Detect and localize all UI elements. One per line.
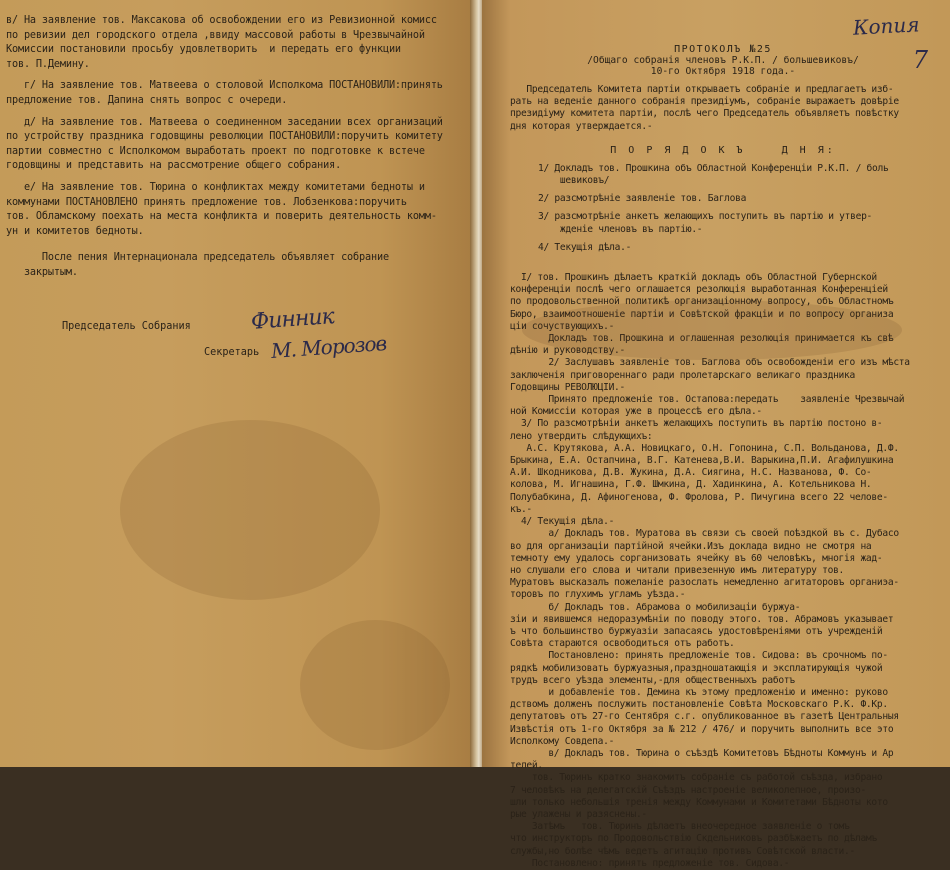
left-paragraph-g: [6, 79, 457, 108]
left-paragraph-d: [6, 116, 457, 174]
text-line: дствомъ долженъ послужить постановленіе Совѣта Московскаго Р.К. Ф.Кр.: [510, 699, 888, 711]
text-line: А.С. Крутякова, А.А. Новицкаго, О.Н. Гопонина, С.П. Вольданова, Д.Ф.: [510, 442, 899, 454]
secretary-signature: М. Морозов: [270, 330, 387, 363]
text-line: в/ На заявление тов. Максакова об освобождении его из Ревизионной комисс: [6, 15, 437, 26]
page-number: 7: [912, 46, 928, 74]
text-line: Исполкому Совдепа.-: [510, 735, 615, 747]
text-line: Совѣта стараются освободиться отъ работъ.: [510, 638, 735, 650]
text-line: годовщины и представить на рассмотрение общего собрания.: [6, 160, 342, 172]
text-line: зіи и явившемся недоразумѣніи по поводу этого. тов. Абрамовъ указывает: [510, 613, 894, 625]
text-line: ной Комиссіи которая уже в процессѣ его дѣла.-: [510, 406, 762, 418]
protocol-subtitle: /Общаго собранія членовъ Р.К.П. / большевиковъ/: [587, 55, 859, 66]
chairman-signature: Финник: [250, 303, 335, 335]
text-line: закрытым.: [6, 266, 78, 278]
text-line: и добавленіе тов. Демина къ этому предложенію и именно: руково: [510, 686, 888, 698]
text-line: Брыкина, Е.А. Остапчина, В.Г. Катенева,В.И. Варыкина,П.И. Агафилушкина: [510, 455, 894, 467]
text-line: службы,но болѣе чѣмъ ведетъ агитацію противъ Совѣтской власти.-: [510, 845, 855, 857]
text-line: Принято предложеніе тов. Остапова:передать заявленіе Чрезвычай: [510, 394, 905, 406]
text-line: тов. Тюринъ кратко знакомитъ собраніе съ работой съѣзда, избрано: [510, 772, 883, 784]
text-line: б/ Докладъ тов. Абрамова о мобилизаціи буржуа-: [510, 601, 801, 613]
text-line: торовъ по глухимъ угламъ уѣзда.-: [510, 589, 686, 601]
text-line: тов. П.Демину.: [6, 58, 90, 70]
text-line: рать на веденіе данного собранія президіумъ, собраніе выражаетъ довѣріе: [510, 96, 899, 108]
text-line: Бюро, взаимоотношеніе партіи и Совѣтской фракціи и по вопросу организа: [510, 308, 894, 320]
text-line: 2/ Заслушавъ заявленіе тов. Баглова объ освобожденіи его изъ мѣста: [510, 357, 910, 369]
text-line: тов. Обламскому поехать на места конфликта и поверить деятельность комм-: [6, 211, 437, 223]
agenda-list: [510, 163, 936, 254]
chairman-signature-row: [6, 303, 457, 341]
text-line: Муратовъ высказалъ пожеланіе разослать немедленно агитаторовъ органиэа-: [510, 577, 899, 589]
text-line: по устройству праздника годовщины революции ПОСТАНОВИЛИ:поручить комитету: [6, 131, 443, 143]
text-line: а/ Докладъ тов. Муратова въ связи съ своей поѣздкой въ с. Дубасо: [510, 528, 899, 540]
text-line: депутатовъ отъ 27-го Сентября с.г. опубликованное въ газетѣ Центральныя: [510, 711, 899, 723]
text-line: заключенія приговореннаго ради пролетарскаго великаго праздника: [510, 369, 855, 381]
text-line: но слушали его слова и читали привезенную имъ литературу тов.: [510, 564, 845, 576]
text-line: е/ На заявление тов. Тюрина о конфликтах между комитетами бедноты и: [6, 181, 425, 193]
text-line: по продовольственной политикѣ организаціонному вопросу, объ Областномъ: [510, 296, 894, 308]
text-line: по ревизии дел городского отдела ,ввиду массовой работы в Чрезвычайной: [6, 29, 425, 41]
text-line: После пения Интернационала председатель объявляет собрание: [6, 252, 389, 264]
text-line: Полубабкина, Д. Афиногенова, Ф. Фролова, Р. Пичугина всего 22 челове-: [510, 491, 888, 503]
text-line: 3/ По разсмотрѣніи анкетъ желающихъ поступить въ партію постоно в-: [510, 418, 883, 430]
text-line: 3/ разсмотрѣніе анкетъ желающихъ поступить въ партію и утвер-: [538, 211, 873, 223]
text-line: во для организаціи партійной ячейки.Изъ доклада видно не смотря на: [510, 540, 872, 552]
text-line: 4/ Текущія дѣла.-: [538, 241, 632, 253]
text-line: шли только небольшія тренія между Коммунами и Комитетами Бѣдноты кото: [510, 796, 888, 808]
closing-paragraph: [6, 251, 457, 280]
text-line: конференціи послѣ чего оглашается резолюція выработанная Конференціей: [510, 284, 888, 296]
text-line: д/ На заявление тов. Матвеева о соединенном заседании всех организаций: [6, 116, 443, 128]
text-line: г/ На заявление тов. Матвеева о столовой Исполкома ПОСТАНОВИЛИ:принять: [6, 80, 443, 92]
text-line: коммунами ПОСТАНОВЛЕНО принять предложение тов. Лобзенкова:поручить: [6, 196, 407, 208]
text-line: телей.: [510, 760, 543, 772]
text-line: ун и комитетов бедноты.: [6, 225, 144, 237]
text-line: колова, М. Игнашина, Г.Ф. Шмкина, Д. Хадинкина, А. Котельникова Н.: [510, 479, 872, 491]
text-line: шевиковъ/: [538, 175, 610, 187]
text-line: 2/ разсмотрѣніе заявленіе тов. Баглова: [538, 193, 747, 205]
text-line: трудъ всего уѣзда элементы,-для общественныхъ работъ: [510, 674, 795, 686]
text-line: президіуму комитета партіи, послѣ чего Председатель объявляетъ повѣстку: [510, 108, 899, 120]
copy-handwritten-note: Копия: [852, 12, 921, 40]
text-line: 1/ Докладъ тов. Прошкина объ Областной Конференціи Р.К.П. / боль: [538, 162, 889, 174]
text-line: Постановлено: принять предложеніе тов. Сидова.-: [510, 857, 790, 869]
text-line: лено утвердить слѣдующихъ:: [510, 430, 653, 442]
left-paragraph-e: [6, 181, 457, 239]
text-line: жденіе членовъ въ партію.-: [538, 223, 703, 235]
text-line: Председатель Комитета партіи открываетъ собраніе и предлагаетъ изб-: [510, 84, 894, 95]
text-line: I/ тов. Прошкинъ дѣлаетъ краткій докладъ объ Областной Губернской: [510, 272, 877, 284]
left-paragraph-v: [6, 14, 457, 72]
text-line: Извѣстія отъ 1-го Октября за № 212 / 476/ и поручить выполнить все это: [510, 723, 894, 735]
text-line: что инструкторъ по Продовольствію Скдельниковъ разбѣжаетъ по дѣламъ: [510, 833, 877, 845]
text-line: ъ что большинство буржуазіи запасаясь удостовѣреніями отъ учрежденій: [510, 625, 883, 637]
text-line: А.И. Шкодникова, Д.В. Жукина, Д.А. Сиягина, Н.С. Названова, Ф. Со-: [510, 467, 872, 479]
text-line: къ.-: [510, 503, 532, 515]
text-line: темноту ему удалось сорганизовать ячейку въ 60 человѣкъ, многія жад-: [510, 552, 883, 564]
chairman-label: Председатель Собрания: [62, 320, 191, 332]
protocol-title: ПРОТОКОЛЪ №25: [674, 44, 772, 55]
text-line: партии совместно с Исполкомом выработать проект по подготовке к встече: [6, 145, 425, 157]
agenda-item: [538, 211, 936, 235]
text-line: рядкѣ мобилизовать буржуазныя,праздношатающія и эксплатирующія чужой: [510, 662, 883, 674]
protocol-body: [510, 272, 936, 870]
text-line: 4/ Текущія дѣла.-: [510, 516, 615, 528]
text-line: дня которая утверждается.-: [510, 120, 653, 132]
secretary-signature-row: [6, 330, 457, 365]
agenda-item: [538, 163, 936, 187]
agenda-item: [538, 193, 936, 205]
text-line: предложение тов. Дапина снять вопрос с очереди.: [6, 94, 288, 106]
text-line: дѣнію и руководству.-: [510, 345, 625, 357]
text-line: ціи сочуствующихъ.-: [510, 320, 615, 332]
secretary-label: Секретарь: [204, 346, 260, 358]
protocol-intro: [510, 84, 936, 133]
agenda-heading: П О Р Я Д О К Ъ Д Н Я:: [610, 144, 836, 156]
text-line: Годовщины РЕВОЛЮЦІИ.-: [510, 381, 625, 393]
text-line: Комиссии постановили просьбу удовлетворить и передать его функции: [6, 44, 401, 56]
agenda-item: [538, 242, 936, 254]
right-page: [482, 0, 950, 869]
left-page: [0, 0, 475, 767]
text-line: Докладъ тов. Прошкина и оглашенная резолюція принимается къ свѣ: [510, 333, 894, 345]
protocol-date: 10-го Октября 1918 года.-: [650, 66, 796, 77]
text-line: Постановлено: принять предложеніе тов. Сидова: въ срочномъ по-: [510, 650, 888, 662]
text-line: в/ Докладъ тов. Тюрина о съѣздѣ Комитетовъ Бѣдноты Коммунъ и Ар: [510, 747, 894, 759]
text-line: Затѣмъ тов. Тюринъ дѣлаетъ внеочередное заявленіе о томъ: [510, 821, 850, 833]
text-line: рые улажены и разяснены.-: [510, 808, 647, 820]
text-line: 7 человѣкъ на делегатскій Съѣздъ настроеніе великолепное, произо-: [510, 784, 866, 796]
